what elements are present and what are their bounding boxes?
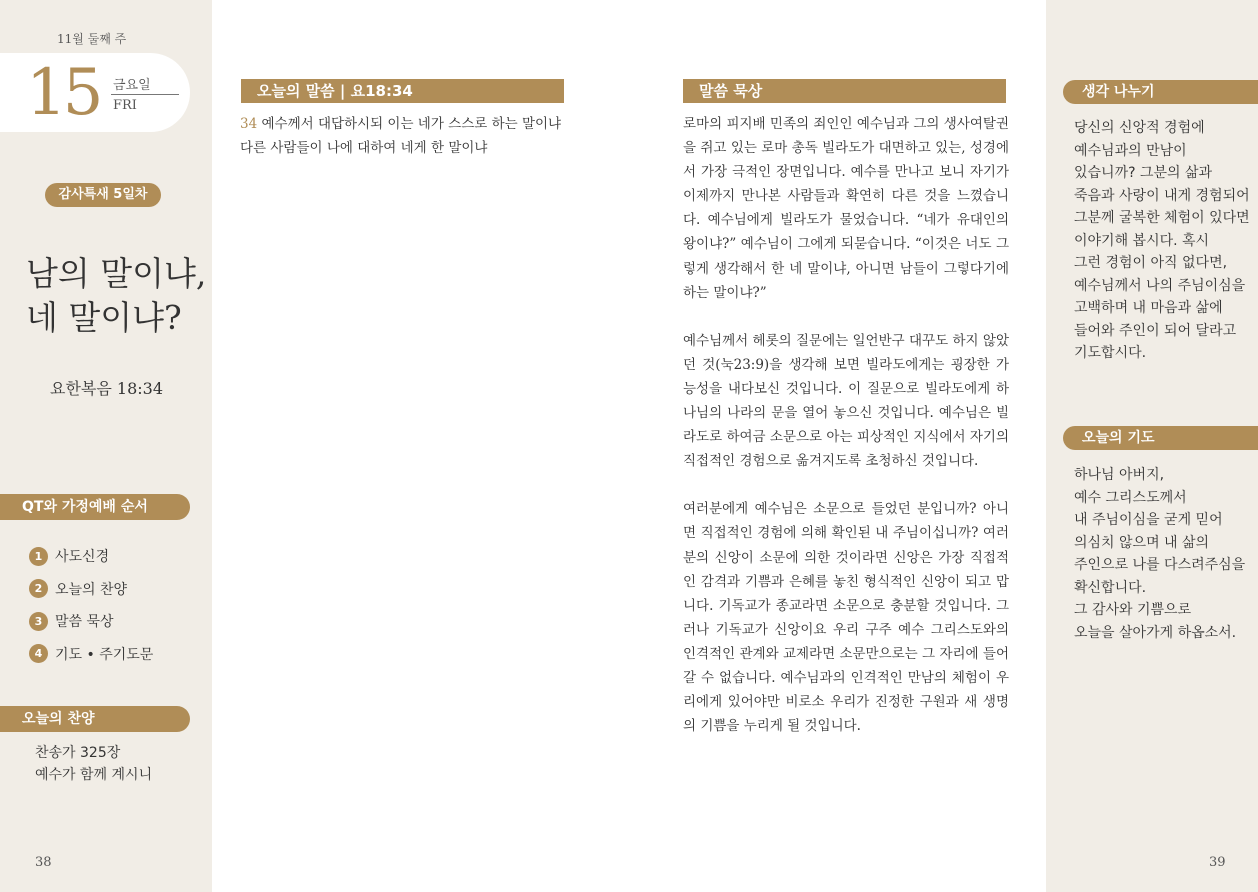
number-circle-icon: 4 — [29, 644, 48, 663]
share-line: 있습니까? 그분의 삶과 — [1074, 165, 1213, 181]
prayer-text — [1074, 464, 1254, 644]
prayer-line: 예수 그리스도께서 — [1074, 489, 1187, 506]
qt-order-heading: QT와 가정예배 순서 — [0, 494, 190, 520]
hymn-number: 찬송가 325장 — [35, 745, 121, 761]
share-line: 기도합시다. — [1074, 345, 1147, 361]
share-thoughts-heading: 생각 나누기 — [1063, 80, 1258, 104]
share-thoughts-text — [1074, 117, 1254, 365]
number-circle-icon: 1 — [29, 547, 48, 566]
order-label: 말씀 묵상 — [55, 614, 114, 631]
prayer-line: 내 주님이심을 굳게 믿어 — [1074, 512, 1223, 528]
hymn-info — [35, 742, 152, 786]
title-line-2: 네 말이냐? — [26, 298, 182, 337]
share-line: 예수님께서 나의 주님이심을 — [1074, 277, 1246, 294]
prayer-line: 그 감사와 기쁨으로 — [1074, 602, 1192, 618]
verse-text — [240, 112, 566, 160]
share-line: 그런 경험이 아직 없다면, — [1074, 255, 1228, 271]
scripture-reference: 요한복음 18:34 — [50, 379, 164, 398]
day-tag: 감사특새 5일차 — [45, 183, 161, 207]
order-item-3 — [29, 605, 153, 638]
meditation-paragraph-2: 예수님께서 헤롯의 질문에는 일언반구 대꾸도 하지 않았던 것(눅23:9)을 생각해 보면 빌라도에게는 굉장한 가능성을 내다보신 것입니다. 이 질문으로 빌라도에게 하나님의 나라의 문을 열어 놓으신 것입니다. 예수님은 빌라도로 하여금 소문으로 아는 피상적인 지식에서 자기의 직접적인 경험으로 옮겨지도록 초청하신 것입니다. — [683, 332, 1009, 470]
qt-order-list — [29, 540, 153, 670]
order-item-2 — [29, 573, 153, 606]
weekday-divider — [111, 94, 179, 95]
day-number: 15 — [26, 56, 100, 130]
meditation-paragraph-3: 여러분에게 예수님은 소문으로 들었던 분입니까? 아니면 직접적인 경험에 의해 확인된 내 주님이십니까? 여러분의 신앙이 소문에 의한 것이라면 신앙은 가장 직접적인 감격과 기쁨과 은혜를 놓친 형식적인 신앙이 되고 맙니다. 기독교가 종교라면 소문으로 충분할 것입니다. 그러나 기독교가 신앙이요 우리 구주 예수 그리스도와의 인격적인 관계와 교제라면 소문만으로는 그 자리에 들어갈 수 없습니다. 예수님과의 인격적인 만남의 체험이 우리에게 있어야만 비로소 우리가 진정한 구원과 새 생명의 기쁨을 누리게 될 것입니다. — [683, 501, 1009, 735]
prayer-line: 하나님 아버지, — [1074, 467, 1165, 483]
hymn-name: 예수가 함께 계시니 — [35, 767, 153, 783]
order-item-1 — [29, 540, 153, 573]
verse-body: 예수께서 대답하시되 이는 네가 스스로 하는 말이냐 다른 사람들이 나에 대하여 네게 한 말이냐 — [240, 116, 562, 156]
verse-number: 34 — [240, 116, 258, 132]
order-label: 오늘의 찬양 — [55, 581, 128, 598]
share-line: 당신의 신앙적 경험에 — [1074, 120, 1205, 136]
order-label: 사도신경 — [55, 549, 110, 566]
order-item-4 — [29, 638, 153, 671]
meditation-paragraph-1: 로마의 피지배 민족의 죄인인 예수님과 그의 생사여탈권을 쥐고 있는 로마 총독 빌라도가 대면하고 있는, 성경에서 가장 극적인 장면입니다. 예수를 만나고 보니 자기가 이제까지 만나본 사람들과 확연히 다른 것을 느꼈습니다. 예수님에게 빌라도가 물었습니다. “네가 유대인의 왕이냐?” 예수님이 그에게 되묻습니다. “이것은 너도 그렇게 생각해서 한 네 말이냐, 아니면 남들이 그렇다기에 하는 말이냐?” — [683, 116, 1009, 301]
meditation-body — [683, 112, 1009, 762]
number-circle-icon: 3 — [29, 612, 48, 631]
prayer-line: 의심치 않으며 내 삶의 — [1074, 534, 1210, 551]
share-line: 그분께 굴복한 체험이 있다면 — [1074, 210, 1250, 226]
meditation-heading: 말씀 묵상 — [683, 79, 1006, 103]
right-page-number: 39 — [1209, 855, 1226, 870]
prayer-line: 주인으로 나를 다스려주심을 — [1074, 557, 1246, 573]
share-line: 죽음과 사랑이 내게 경험되어 — [1074, 187, 1250, 204]
prayer-line: 확신합니다. — [1074, 579, 1147, 596]
left-page-number: 38 — [35, 855, 52, 870]
todays-word-heading: 오늘의 말씀 | 요18:34 — [241, 79, 564, 103]
number-circle-icon: 2 — [29, 579, 48, 598]
weekday-english: FRI — [113, 98, 137, 113]
week-label: 11월 둘째 주 — [57, 32, 127, 46]
share-line: 고백하며 내 마음과 삶에 — [1074, 300, 1223, 316]
prayer-heading: 오늘의 기도 — [1063, 426, 1258, 450]
share-line: 예수님과의 만남이 — [1074, 142, 1187, 159]
title-line-1: 남의 말이냐, — [26, 254, 207, 293]
share-line: 들어와 주인이 되어 달라고 — [1074, 322, 1237, 339]
page-title — [26, 252, 206, 340]
share-line: 이야기해 봅시다. 혹시 — [1074, 232, 1210, 249]
weekday-korean: 금요일 — [113, 78, 151, 93]
prayer-line: 오늘을 살아가게 하옵소서. — [1074, 624, 1237, 641]
order-label: 기도 • 주기도문 — [55, 646, 154, 663]
hymn-heading: 오늘의 찬양 — [0, 706, 190, 732]
